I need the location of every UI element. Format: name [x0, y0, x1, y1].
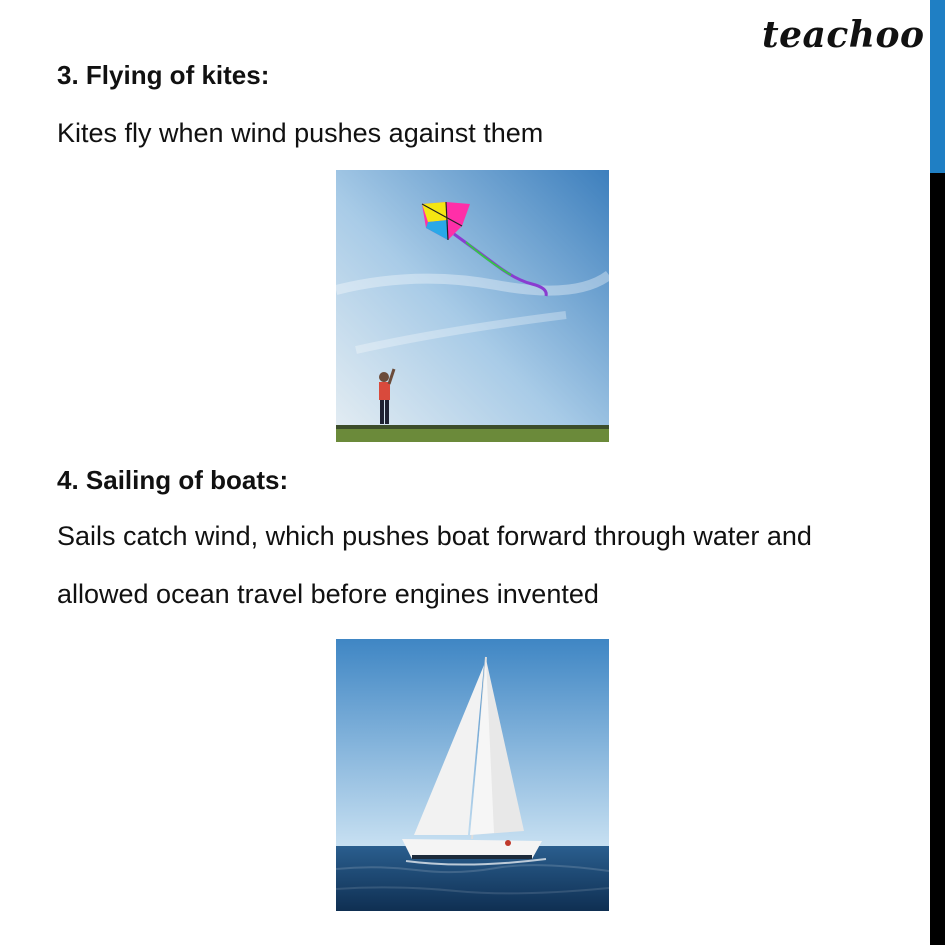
boats-heading: 4. Sailing of boats:	[57, 465, 289, 495]
boats-description-line-1: Sails catch wind, which pushes boat forward through water and	[57, 521, 812, 551]
sailboat-photo	[336, 639, 609, 911]
kites-heading: 3. Flying of kites:	[57, 60, 270, 90]
right-edge-bar-accent	[930, 0, 945, 173]
kite-flying-photo	[336, 170, 609, 442]
boats-description-line-2: allowed ocean travel before engines invented	[57, 579, 599, 609]
teachoo-logo: teachoo	[762, 14, 925, 56]
right-edge-bar	[930, 0, 945, 945]
kites-description: Kites fly when wind pushes against them	[57, 118, 544, 148]
